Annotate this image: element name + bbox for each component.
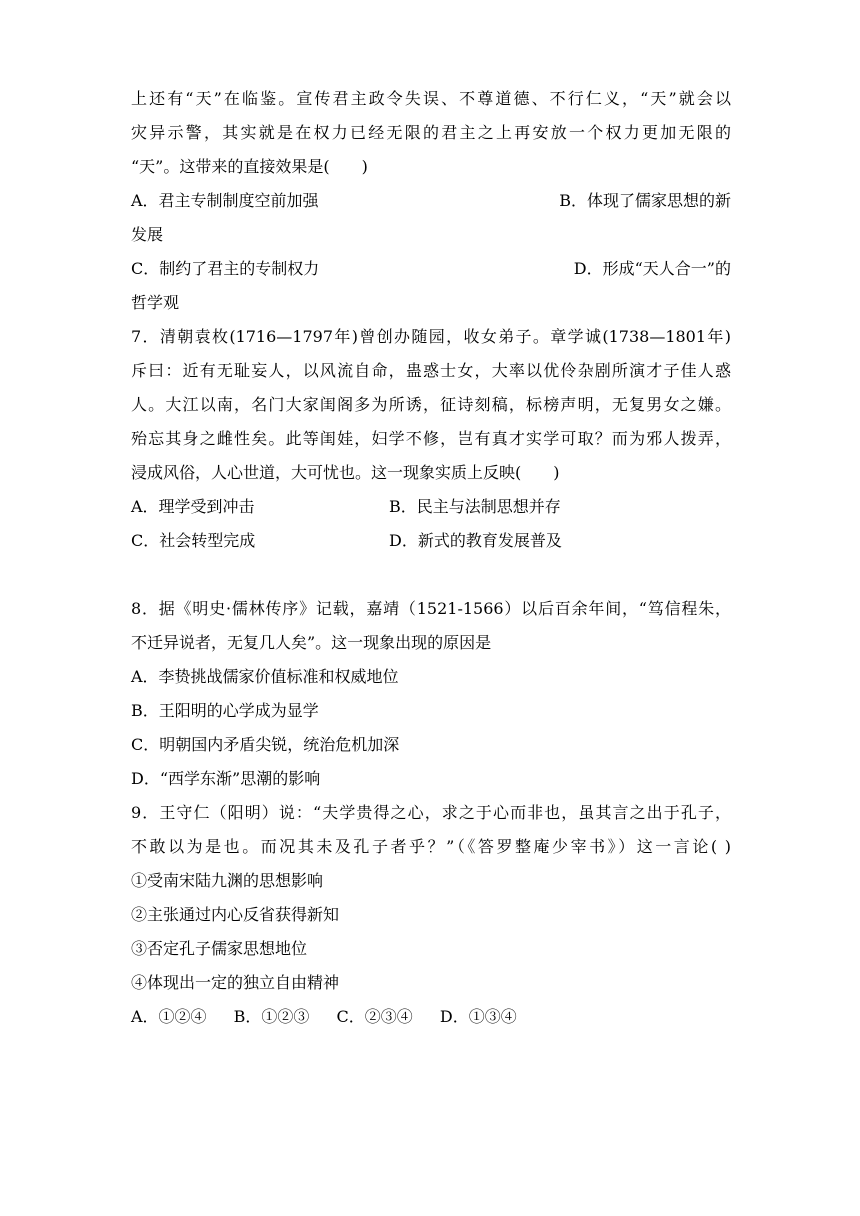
question-9-option-a: A．①②④ [131, 1007, 207, 1026]
question-7-option-d: D．新式的教育发展普及 [389, 531, 562, 550]
question-7-stem-line-1: 7．清朝袁枚(1716—1797年)曾创办随园，收女弟子。章学诚(1738—1801年) [131, 327, 731, 346]
question-6-option-d-continued: 哲学观 [131, 293, 180, 312]
question-9-options [131, 1000, 731, 1034]
question-7-option-a: A．理学受到冲击 [131, 497, 255, 516]
question-8-stem-line-2: 不迁异说者，无复几人矣”。这一现象出现的原因是 [131, 633, 492, 652]
question-8-option-b: B．王阳明的心学成为显学 [131, 701, 319, 720]
question-9-statement-1: ①受南宋陆九渊的思想影响 [131, 871, 324, 890]
question-7 [131, 320, 731, 558]
question-9-statement-4: ④体现出一定的独立自由精神 [131, 973, 340, 992]
question-9-option-c: C．②③④ [336, 1007, 413, 1026]
question-7-option-b: B．民主与法制思想并存 [389, 497, 561, 516]
question-6-stem-line-3: “天”。这带来的直接效果是( ) [131, 157, 368, 176]
question-9-option-d: D．①③④ [439, 1007, 517, 1026]
question-6-option-c: C．制约了君主的专制权力 [131, 259, 320, 278]
question-7-stem-line-3: 人。大江以南，名门大家闺阁多为所诱，征诗刻稿，标榜声明，无复男女之嫌。 [131, 395, 731, 414]
question-6-options-row-2 [131, 252, 731, 286]
question-9-stem-line-2: 不敢以为是也。而况其未及孔子者乎？”（《答罗整庵少宰书》）这一言论( ) [131, 837, 731, 856]
question-7-option-c: C．社会转型完成 [131, 531, 256, 550]
question-6 [131, 82, 731, 320]
question-6-stem-line-2: 灾异示警，其实就是在权力已经无限的君主之上再安放一个权力更加无限的 [131, 123, 731, 142]
document-body [131, 82, 731, 1034]
question-7-options-row-1 [131, 490, 731, 524]
question-6-option-d: D．形成“天人合一”的 [573, 259, 731, 278]
question-6-option-a: A．君主专制制度空前加强 [131, 191, 319, 210]
question-8-option-d: D．“西学东渐”思潮的影响 [131, 769, 321, 788]
question-7-stem-line-4: 殆忘其身之雌性矣。此等闺娃，妇学不修，岂有真才实学可取？而为邪人拨弄， [131, 429, 731, 448]
question-8-option-a: A．李贽挑战儒家价值标准和权威地位 [131, 667, 399, 686]
question-9-statement-2: ②主张通过内心反省获得新知 [131, 905, 340, 924]
question-6-option-b-continued: 发展 [131, 225, 164, 244]
question-6-options-row-1 [131, 184, 731, 218]
question-8 [131, 592, 731, 796]
question-6-option-b: B．体现了儒家思想的新 [559, 191, 731, 210]
question-9-stem-line-1: 9．王守仁（阳明）说：“夫学贵得之心，求之于心而非也，虽其言之出于孔子， [131, 803, 731, 822]
question-9-statement-3: ③否定孔子儒家思想地位 [131, 939, 308, 958]
question-7-options-row-2 [131, 524, 731, 558]
question-6-stem-line-1: 上还有“天”在临鉴。宣传君主政令失误、不尊道德、不行仁义，“天”就会以 [131, 89, 731, 108]
question-8-stem-line-1: 8．据《明史·儒林传序》记载，嘉靖（1521-1566）以后百余年间，“笃信程朱， [131, 599, 731, 618]
question-9-option-b: B．①②③ [233, 1007, 310, 1026]
question-7-stem-line-2: 斥曰：近有无耻妄人，以风流自命，蛊惑士女，大率以优伶杂剧所演才子佳人惑 [131, 361, 731, 380]
question-9 [131, 796, 731, 1034]
question-spacer [131, 558, 731, 592]
question-8-option-c: C．明朝国内矛盾尖锐，统治危机加深 [131, 735, 400, 754]
question-7-stem-line-5: 浸成风俗，人心世道，大可忧也。这一现象实质上反映( ) [131, 463, 560, 482]
